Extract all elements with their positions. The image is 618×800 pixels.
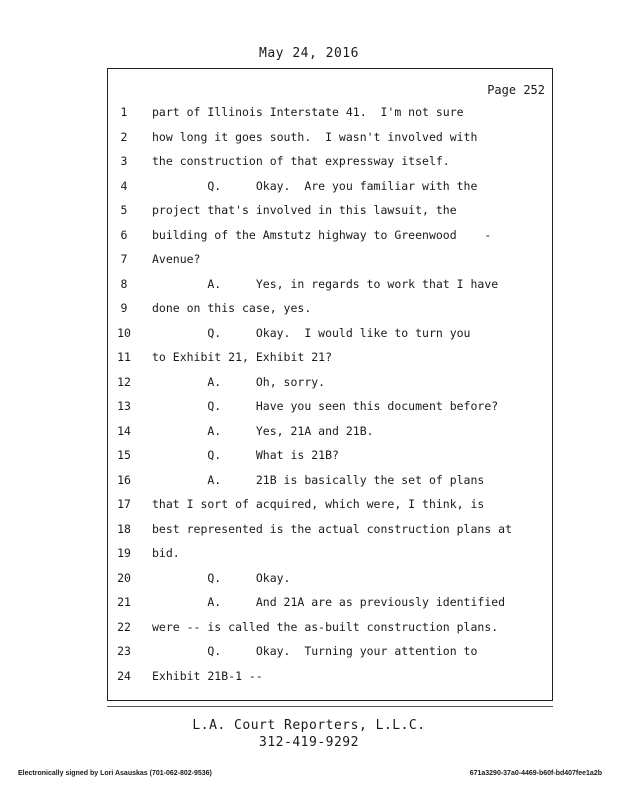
transcript-line-text: Q. Okay. I would like to turn you	[152, 326, 471, 340]
line-number: 19	[117, 546, 131, 560]
line-number: 5	[120, 203, 128, 217]
transcript-line-text: that I sort of acquired, which were, I think, is	[152, 497, 485, 511]
line-number: 3	[120, 154, 128, 168]
line-number: 13	[117, 399, 131, 413]
line-number: 2	[120, 130, 128, 144]
transcript-line-text: bid.	[152, 546, 180, 560]
transcript-line-text: how long it goes south. I wasn't involved with	[152, 130, 478, 144]
transcript-line-text: best represented is the actual construction plans at	[152, 522, 513, 536]
line-number: 22	[117, 620, 131, 634]
line-number: 7	[120, 252, 128, 266]
court-reporter-name: L.A. Court Reporters, L.L.C.	[192, 718, 426, 733]
line-number: 4	[120, 179, 128, 193]
transcript-line-text: were -- is called the as-built construction plans.	[152, 620, 499, 634]
transcript-line-text: to Exhibit 21, Exhibit 21?	[152, 350, 333, 364]
line-number: 6	[120, 228, 128, 242]
transcript-line-text: A. And 21A are as previously identified	[152, 595, 506, 609]
line-number: 24	[117, 669, 131, 683]
transcript-line-text: A. Yes, 21A and 21B.	[152, 424, 374, 438]
line-number: 23	[117, 644, 131, 658]
court-reporter-phone: 312-419-9292	[259, 735, 359, 750]
transcript-line-text: part of Illinois Interstate 41. I'm not sure	[152, 105, 464, 119]
transcript-date: May 24, 2016	[259, 46, 359, 61]
line-number: 20	[117, 571, 131, 585]
transcript-line-text: building of the Amstutz highway to Greenwood -	[152, 228, 492, 242]
transcript-line-text: Exhibit 21B-1 --	[152, 669, 263, 683]
transcript-line-text: Q. Okay. Are you familiar with the	[152, 179, 478, 193]
transcript-line-text: done on this case, yes.	[152, 301, 312, 315]
electronic-signature: Electronically signed by Lori Asauskas (701-062-802-9536)	[18, 770, 212, 777]
transcript-line-text: project that's involved in this lawsuit, the	[152, 203, 457, 217]
transcript-line-text: Q. Okay. Turning your attention to	[152, 644, 478, 658]
line-number: 11	[117, 350, 131, 364]
line-number: 21	[117, 595, 131, 609]
line-number: 10	[117, 326, 131, 340]
footer-divider	[107, 706, 553, 707]
transcript-line-text: the construction of that expressway itself.	[152, 154, 450, 168]
line-number: 16	[117, 473, 131, 487]
line-number: 1	[120, 105, 128, 119]
transcript-line-text: A. Yes, in regards to work that I have	[152, 277, 499, 291]
transcript-line-text: A. Oh, sorry.	[152, 375, 326, 389]
line-number: 9	[120, 301, 128, 315]
line-number: 14	[117, 424, 131, 438]
transcript-line-text: Avenue?	[152, 252, 201, 266]
transcript-line-text: Q. Have you seen this document before?	[152, 399, 499, 413]
page-number: Page 252	[487, 83, 545, 97]
document-hash: 671a3290-37a0-4469-b60f-bd407fee1a2b	[469, 770, 602, 777]
transcript-line-text: Q. Okay.	[152, 571, 291, 585]
line-number: 15	[117, 448, 131, 462]
line-number: 17	[117, 497, 131, 511]
line-number: 18	[117, 522, 131, 536]
transcript-line-text: A. 21B is basically the set of plans	[152, 473, 485, 487]
line-number: 12	[117, 375, 131, 389]
transcript-line-text: Q. What is 21B?	[152, 448, 339, 462]
line-number: 8	[120, 277, 128, 291]
